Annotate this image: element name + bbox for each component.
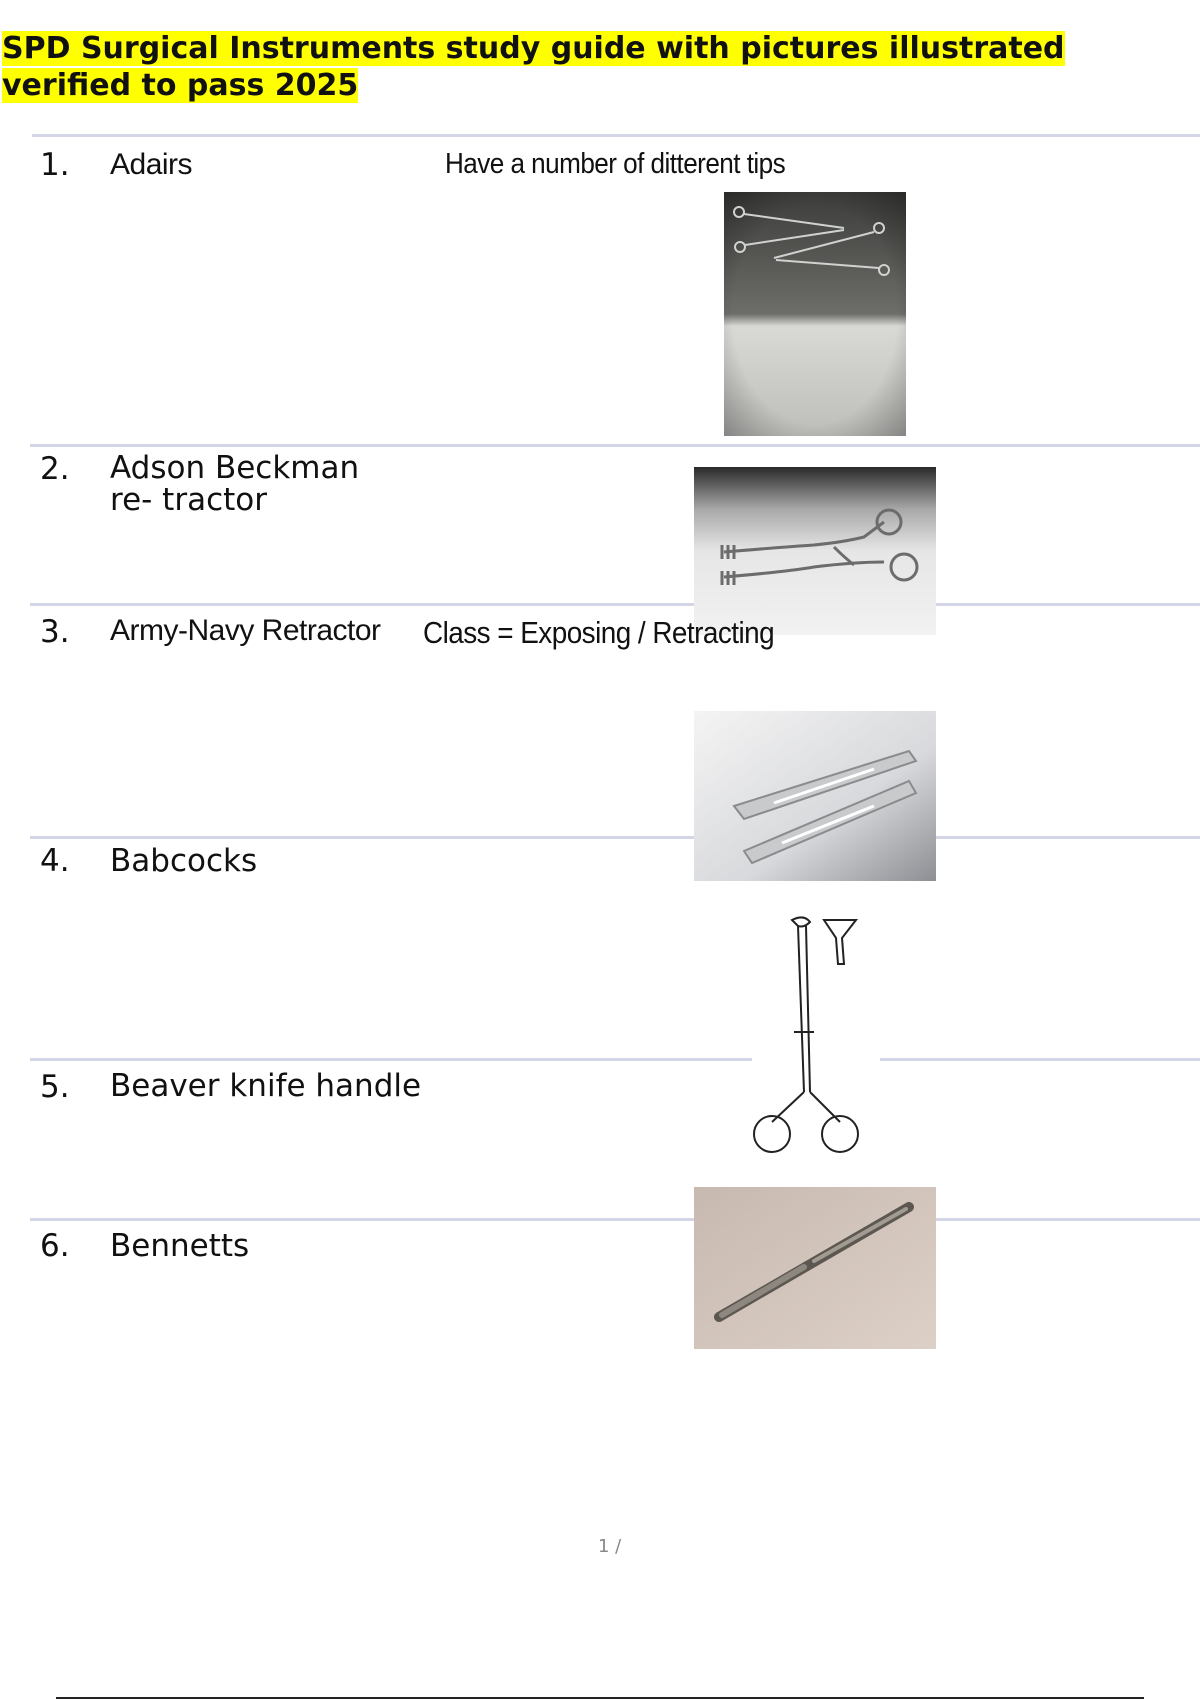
babcock-forceps-drawing [752,912,880,1160]
item-note: Have a number of ditterent tips [445,148,786,180]
item-name-army-navy-retractor: Army-Navy Retractor [110,614,381,647]
army-navy-retractor-photo [694,711,936,881]
item-note: Class = Exposing / Retracting [423,615,775,650]
item-number: 4. [40,843,70,879]
title-line-1: SPD Surgical Instruments study guide with pictures illustrated [2,31,1065,66]
row-divider [30,836,1200,839]
item-number: 2. [40,451,70,487]
item-name-babcocks: Babcocks [110,843,258,879]
row-divider [30,1058,1200,1061]
item-name-adairs: Adairs [110,148,193,181]
self-retaining-retractor-photo [694,467,936,635]
item-number: 3. [40,614,70,650]
item-number: 6. [40,1228,70,1264]
row-divider [32,134,1200,137]
page-number: 1 / [598,1536,622,1557]
item-name-bennetts: Bennetts [110,1228,250,1264]
document-title [2,30,1162,104]
row-divider [30,603,1200,606]
item-name-beaver-knife-handle: Beaver knife handle [110,1068,422,1104]
item-name-adson-beckman: Adson Beckman re- tractor [110,450,360,518]
beaver-knife-handle-photo [694,1187,936,1349]
row-divider [30,444,1200,447]
hemostat-forceps-photo [724,192,906,436]
title-line-2: verified to pass 2025 [2,68,359,103]
row-divider [30,1218,1200,1221]
footer-divider [56,1697,1144,1699]
item-number: 5. [40,1069,70,1105]
item-number: 1. [40,147,70,183]
